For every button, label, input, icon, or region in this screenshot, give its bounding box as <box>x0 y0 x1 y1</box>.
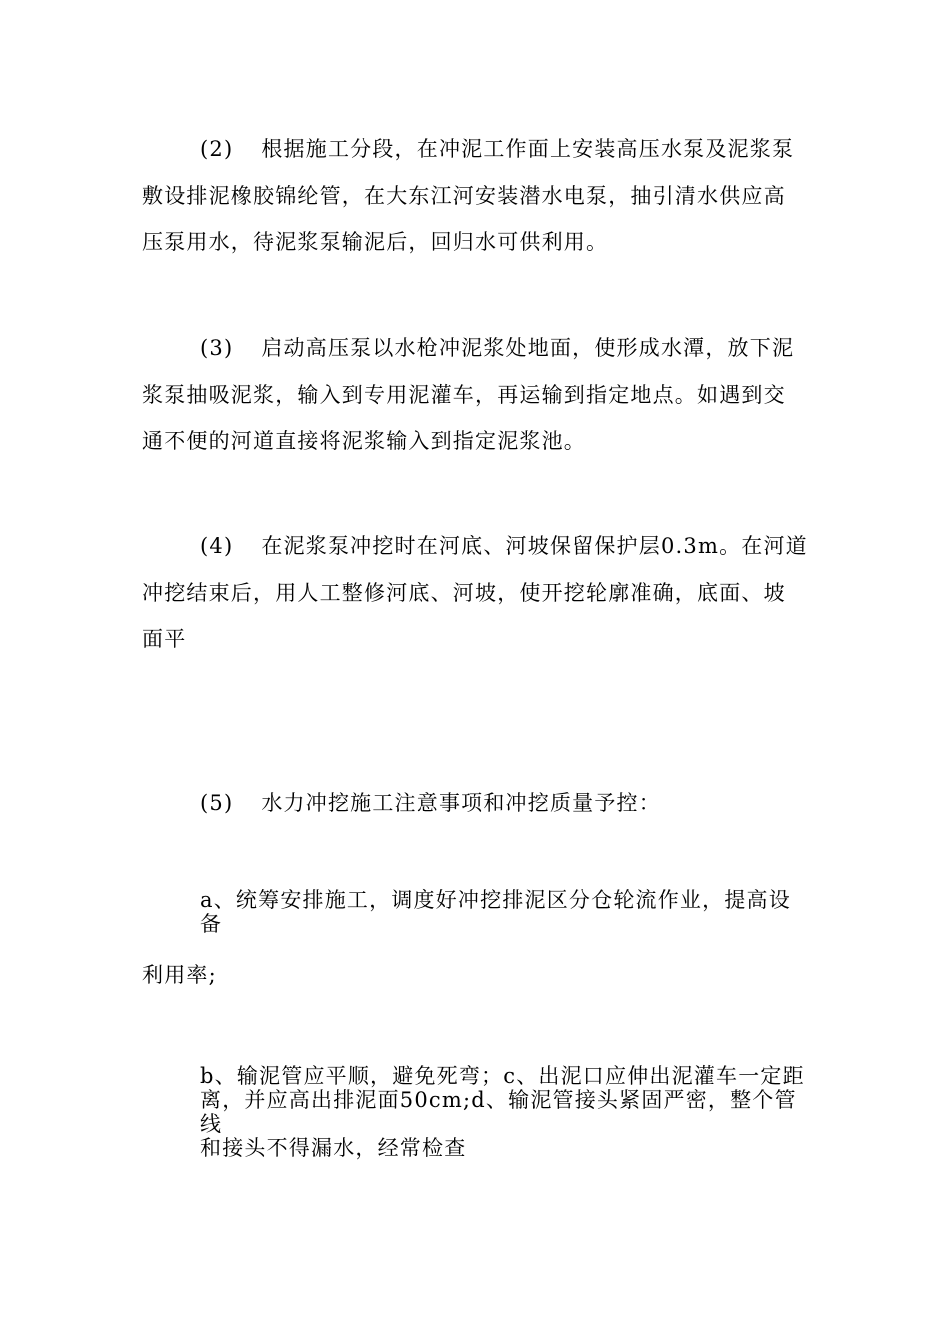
paragraph-text-line: 根据施工分段，在冲泥工作面上安装高压水泵及泥浆泵 <box>261 137 795 161</box>
paragraph-2 <box>142 126 812 266</box>
paragraph-text-line: 水力冲挖施工注意事项和冲挖质量予控： <box>261 791 661 815</box>
paragraph-number: (2) <box>200 137 234 161</box>
paragraph-text-line: 在泥浆泵冲挖时在河底、河坡保留保护层0.3m。在河道 <box>261 534 808 558</box>
paragraph-5 <box>142 780 812 827</box>
paragraph-number: (3) <box>200 336 234 360</box>
paragraph-text-line: 启动高压泵以水枪冲泥浆处地面，使形成水潭，放下泥 <box>261 336 795 360</box>
item-a <box>200 888 812 936</box>
paragraph-text-line: 面平 <box>142 627 187 651</box>
paragraph-4 <box>142 523 812 663</box>
paragraph-text-line: 冲挖结束后，用人工整修河底、河坡，使开挖轮廓准确，底面、坡 <box>142 580 786 605</box>
paragraph-text-line: 敷设排泥橡胶锦纶管，在大东江河安装潜水电泵，抽引清水供应高 <box>142 183 786 208</box>
item-text-line: 备 <box>200 912 223 936</box>
paragraph-text-line: 通不便的河道直接将泥浆输入到指定泥浆池。 <box>142 429 586 453</box>
paragraph-number: (4) <box>200 534 234 558</box>
item-text-line: b、输泥管应平顺，避免死弯；c、出泥口应伸出泥灌车一定距 <box>200 1064 805 1088</box>
item-text-line: a、统筹安排施工，调度好冲挖排泥区分仓轮流作业，提高设 <box>200 888 791 912</box>
paragraph-number: (5) <box>200 791 234 815</box>
paragraph-text-line: 压泵用水，待泥浆泵输泥后，回归水可供利用。 <box>142 230 609 254</box>
item-b <box>200 1064 812 1160</box>
item-text-line: 离，并应高出排泥面50cm;d、输泥管接头紧固严密，整个管线 <box>200 1088 797 1136</box>
item-a-continuation: 利用率; <box>142 963 217 987</box>
paragraph-3 <box>142 325 812 465</box>
paragraph-text-line: 浆泵抽吸泥浆，输入到专用泥灌车，再运输到指定地点。如遇到交 <box>142 382 786 407</box>
item-text-line: 和接头不得漏水，经常检查 <box>200 1136 467 1160</box>
